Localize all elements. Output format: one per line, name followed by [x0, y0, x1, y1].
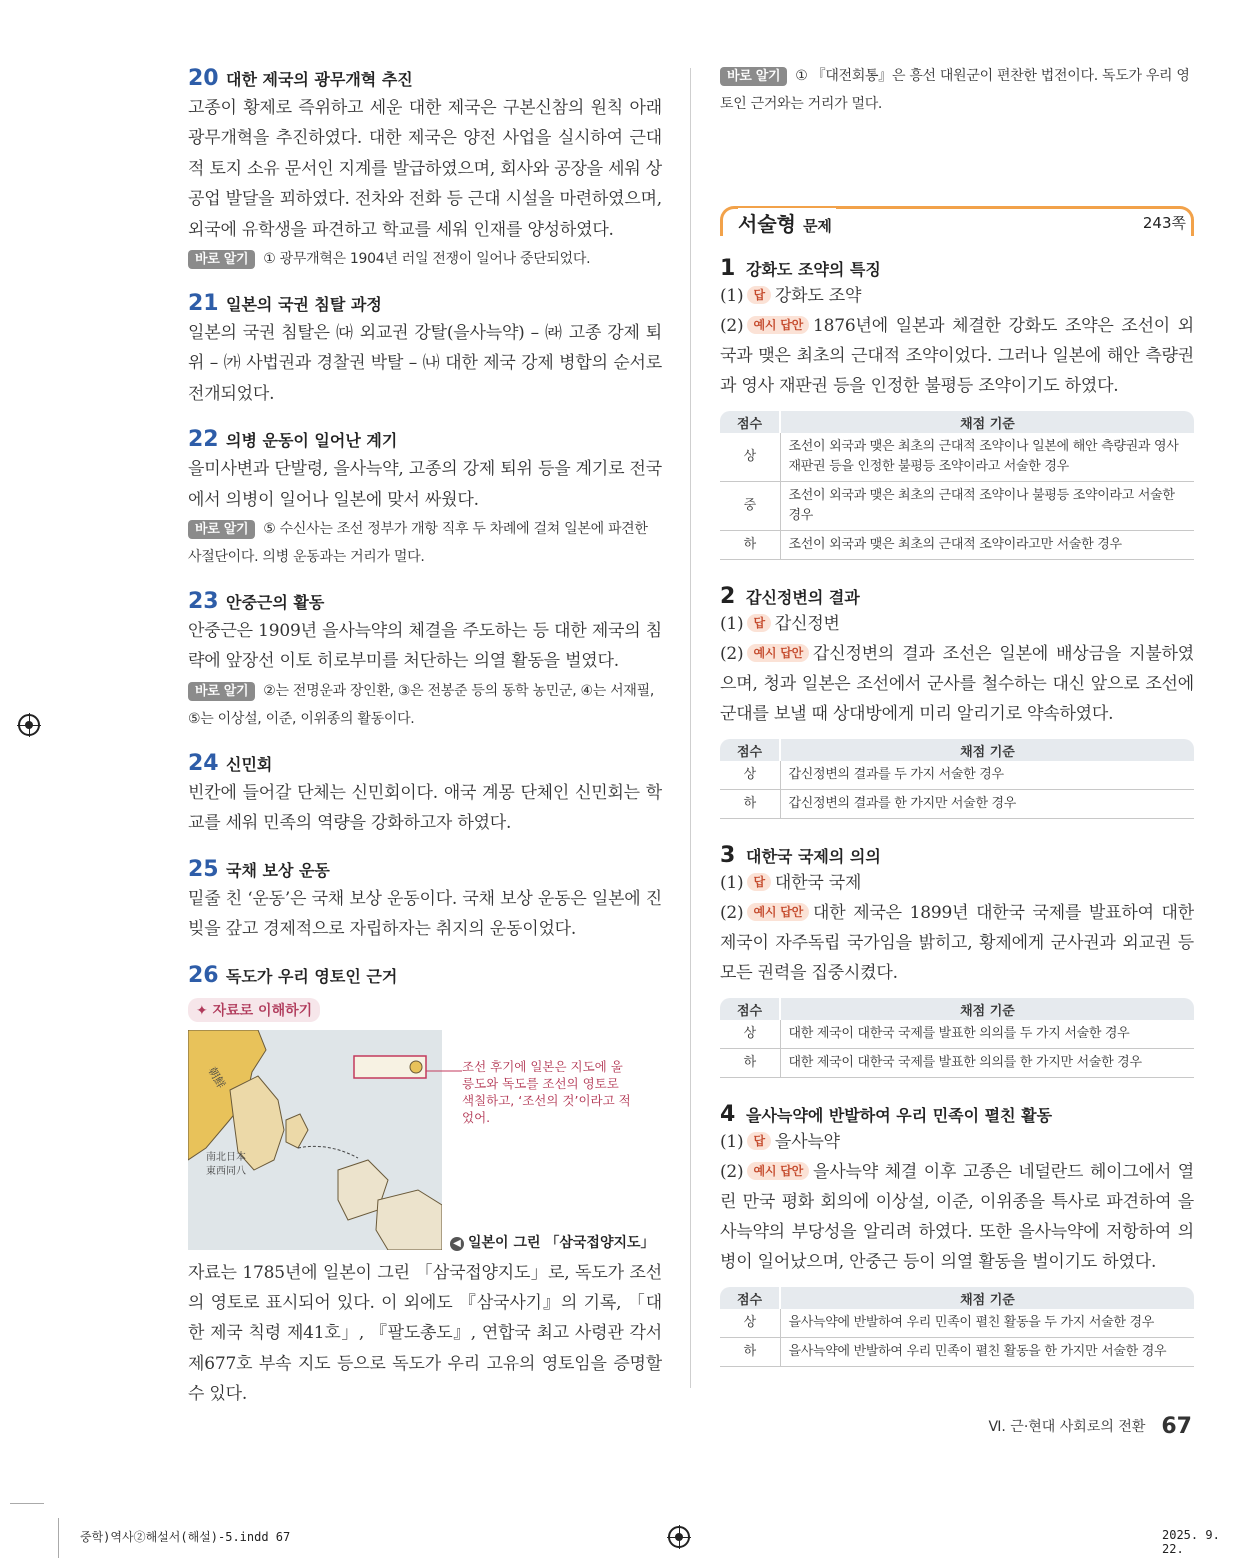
criteria-grade: 하 — [720, 1049, 780, 1078]
example-text: 을사늑약 체결 이후 고종은 네덜란드 헤이그에서 열린 만국 평화 회의에 이상설, 이준, 이위종을 특사로 파견하여 을사늑약의 부당성을 알리려 하였다. 또한 을사늑약에 저항하여 의병이 일어났으며, 안중근 등이 의열 활동을 벌이기도 하였다. — [720, 1162, 1194, 1272]
q20-body: 고종이 황제로 즉위하고 세운 대한 제국은 구본신참의 원칙 아래 광무개혁을 추진하였다. 대한 제국은 양전 사업을 실시하여 근대적 토지 소유 문서인 지계를 발급하였으며, 회사와 공장을 세워 상공업 발달을 꾀하였다. 전차와 전화 등 근대 시설을 마련하였으며, 외국에 유학생을 파견하고 학교를 세워 인재를 양성하였다. — [188, 98, 662, 240]
criteria-row — [720, 1020, 1194, 1049]
crop-mark — [10, 1503, 44, 1504]
essay-example — [720, 898, 1194, 988]
example-tag: 예시 답안 — [747, 903, 809, 921]
q22-note-text: ⑤ 수신사는 조선 정부가 개항 직후 두 차례에 걸쳐 일본에 파견한 사절단이다. 의병 운동과는 거리가 멀다. — [188, 521, 648, 566]
criteria-header: 채점 기준 — [780, 998, 1194, 1020]
essay-title: 을사늑약에 반발하여 우리 민족이 펼친 활동 — [746, 1106, 1053, 1125]
section-title-suffix: 문제 — [802, 217, 832, 235]
criteria-text: 을사늑약에 반발하여 우리 민족이 펼친 활동을 한 가지만 서술한 경우 — [780, 1338, 1194, 1367]
q22-note — [188, 515, 662, 571]
note-badge: 바로 알기 — [188, 682, 255, 701]
q25-heading — [188, 857, 662, 882]
essay-number: 3 — [720, 843, 736, 868]
svg-text:朝鮮: 朝鮮 — [205, 1064, 228, 1091]
scoring-table — [720, 411, 1194, 560]
registration-mark-icon — [668, 1526, 690, 1548]
criteria-grade: 중 — [720, 482, 780, 531]
essay-example — [720, 639, 1194, 729]
score-header: 점수 — [720, 411, 780, 433]
answer-tag: 답 — [747, 286, 770, 304]
sangoku-map-image — [188, 1030, 442, 1250]
essay-example — [720, 1157, 1194, 1277]
answer-prefix: (1) — [720, 1132, 744, 1152]
essay-heading — [720, 584, 1194, 609]
criteria-grade: 하 — [720, 531, 780, 560]
q23-title: 안중근의 활동 — [226, 593, 325, 613]
essay-heading — [720, 843, 1194, 868]
example-prefix: (2) — [720, 644, 744, 664]
q20-number: 20 — [188, 66, 219, 91]
essay-item — [720, 843, 1194, 1078]
q24-title: 신민회 — [226, 754, 273, 774]
q21-body: 일본의 국권 침탈은 ㈐ 외교권 강탈(을사늑약) – ㈑ 고종 강제 퇴위 – ㈎ 사법권과 경찰권 박탈 – ㈏ 대한 제국 강제 병합의 순서로 전개되었다. — [188, 323, 662, 404]
q23-number: 23 — [188, 589, 219, 615]
map-illustration — [188, 1030, 442, 1250]
criteria-grade: 하 — [720, 790, 780, 819]
section-title-main: 서술형 — [738, 212, 796, 236]
svg-text:東西同八: 東西同八 — [206, 1165, 246, 1177]
map-figure — [188, 1030, 662, 1258]
scoring-table — [720, 1287, 1194, 1367]
answer-prefix: (1) — [720, 286, 744, 306]
page-footer — [988, 1414, 1192, 1439]
example-tag: 예시 답안 — [747, 1162, 809, 1180]
q24-body: 빈칸에 들어갈 단체는 신민회이다. 애국 계몽 단체인 신민회는 학교를 세워 민족의 역량을 강화하고자 하였다. — [188, 782, 662, 834]
section-header — [720, 198, 1194, 242]
essay-heading — [720, 256, 1194, 281]
criteria-row — [720, 761, 1194, 790]
example-text: 대한 제국은 1899년 대한국 국제를 발표하여 대한 제국이 자주독립 국가임을 밝히고, 황제에게 군사권과 외교권 등 모든 권력을 집중시켰다. — [720, 903, 1194, 983]
answer-tag: 답 — [747, 873, 770, 891]
q20-note-text: ① 광무개혁은 1904년 러일 전쟁이 일어나 중단되었다. — [263, 251, 591, 268]
q26-number: 26 — [188, 962, 219, 988]
essay-answer — [720, 1127, 1194, 1157]
top-note — [720, 62, 1194, 118]
crop-mark — [58, 1518, 59, 1558]
criteria-header: 채점 기준 — [780, 739, 1194, 761]
q26-heading — [188, 963, 662, 988]
criteria-row — [720, 433, 1194, 482]
criteria-text: 갑신정변의 결과를 한 가지만 서술한 경우 — [780, 790, 1194, 819]
essay-number: 2 — [720, 584, 736, 609]
answer-text: 대한국 국제 — [774, 873, 862, 893]
q23-body: 안중근은 1909년 을사늑약의 체결을 주도하는 등 대한 제국의 침략에 앞장선 이토 히로부미를 처단하는 의열 활동을 벌였다. — [188, 621, 662, 672]
criteria-text: 갑신정변의 결과를 두 가지 서술한 경우 — [780, 761, 1194, 790]
essay-number: 4 — [720, 1102, 736, 1127]
section-page-ref: 243쪽 — [1139, 212, 1186, 233]
q24-number: 24 — [188, 750, 219, 776]
example-text: 갑신정변의 결과 조선은 일본에 배상금을 지불하였으며, 청과 일본은 조선에서 군사를 철수하는 대신 앞으로 조선에 군대를 보낼 때 상대방에게 미리 알리기로 약속하였다. — [720, 644, 1194, 724]
criteria-row — [720, 531, 1194, 560]
figure-caption-text: 일본이 그린 「삼국접양지도」 — [468, 1234, 655, 1251]
q25-body: 밑줄 친 ‘운동’은 국채 보상 운동이다. 국채 보상 운동은 일본에 진 빚을 갚고 경제적으로 자립하자는 취지의 운동이었다. — [188, 888, 662, 940]
essay-item — [720, 584, 1194, 819]
q20-title: 대한 제국의 광무개혁 추진 — [226, 70, 413, 89]
criteria-text: 대한 제국이 대한국 국제를 발표한 의의를 한 가지만 서술한 경우 — [780, 1049, 1194, 1078]
criteria-grade: 상 — [720, 1309, 780, 1338]
essay-answer — [720, 868, 1194, 898]
source-label: ✦ 자료로 이해하기 — [188, 998, 320, 1022]
criteria-text: 을사늑약에 반발하여 우리 민족이 펼친 활동을 두 가지 서술한 경우 — [780, 1309, 1194, 1338]
criteria-row — [720, 482, 1194, 531]
essay-item — [720, 1102, 1194, 1367]
answer-text: 갑신정변 — [774, 614, 840, 634]
criteria-row — [720, 1049, 1194, 1078]
essay-title: 대한국 국제의 의의 — [746, 847, 881, 866]
note-badge: 바로 알기 — [188, 520, 255, 539]
q23-note — [188, 677, 662, 733]
callout-line — [426, 1066, 466, 1076]
scoring-table — [720, 998, 1194, 1078]
answer-text: 을사늑약 — [774, 1132, 840, 1152]
example-tag: 예시 답안 — [747, 644, 809, 662]
right-column — [720, 62, 1194, 1367]
criteria-text: 조선이 외국과 맺은 최초의 근대적 조약이라고만 서술한 경우 — [780, 531, 1194, 560]
answer-tag: 답 — [747, 614, 770, 632]
figure-caption — [450, 1232, 655, 1252]
criteria-header: 채점 기준 — [780, 411, 1194, 433]
q21-number: 21 — [188, 291, 219, 317]
criteria-grade: 하 — [720, 1338, 780, 1367]
slug-date: 2025. 9. 22. — [1162, 1528, 1220, 1556]
q22-number: 22 — [188, 427, 219, 453]
q26-title: 독도가 우리 영토인 근거 — [226, 966, 398, 986]
map-callout: 조선 후기에 일본은 지도에 울릉도와 독도를 조선의 영토로 색칠하고, ‘조선의 것’이라고 적었어. — [462, 1058, 631, 1125]
q20-note — [188, 245, 662, 273]
criteria-grade: 상 — [720, 433, 780, 482]
q24-heading — [188, 751, 662, 776]
criteria-row — [720, 1338, 1194, 1367]
section-title — [738, 208, 836, 237]
left-column — [188, 62, 662, 1410]
score-header: 점수 — [720, 998, 780, 1020]
q21-title: 일본의 국권 침탈 과정 — [226, 295, 382, 315]
note-badge: 바로 알기 — [720, 67, 787, 86]
page-number: 67 — [1161, 1414, 1192, 1439]
essay-answer — [720, 609, 1194, 639]
registration-mark-icon — [18, 714, 40, 736]
essay-title: 강화도 조약의 특징 — [746, 260, 881, 279]
criteria-text: 조선이 외국과 맺은 최초의 근대적 조약이나 불평등 조약이라고 서술한 경우 — [780, 482, 1194, 531]
answer-text: 강화도 조약 — [774, 286, 862, 306]
q25-number: 25 — [188, 856, 219, 882]
chapter-label: Ⅵ. 근·현대 사회로의 전환 — [988, 1419, 1146, 1435]
criteria-grade: 상 — [720, 1020, 780, 1049]
example-tag: 예시 답안 — [747, 316, 809, 334]
svg-text:南北日本: 南北日本 — [206, 1151, 246, 1163]
top-note-text: ① 『대전회통』은 흥선 대원군이 편찬한 법전이다. 독도가 우리 영토인 근거와는 거리가 멀다. — [720, 68, 1190, 112]
q26-body: 자료는 1785년에 일본이 그린 「삼국접양지도」로, 독도가 조선의 영토로 표시되어 있다. 이 외에도 『삼국사기』의 기록, 「대한 제국 칙령 제41호」, 『팔도총도』, 연합국 최고 사령관 각서 제677호 부속 지도 등으로 독도가 우리 고유의 영토임을 증명할 수 있다. — [188, 1262, 662, 1405]
essay-items — [720, 256, 1194, 1367]
slug-file: 중학)역사②해설서(해설)-5.indd 67 — [80, 1530, 291, 1544]
q23-note-text: ②는 전명운과 장인환, ③은 전봉준 등의 동학 농민군, ④는 서재필, ⑤는 이상설, 이준, 이위종의 활동이다. — [188, 682, 654, 727]
scoring-table — [720, 739, 1194, 819]
essay-title: 갑신정변의 결과 — [746, 588, 860, 607]
q22-body: 을미사변과 단발령, 을사늑약, 고종의 강제 퇴위 등을 계기로 전국에서 의병이 일어나 일본에 맞서 싸웠다. — [188, 459, 662, 510]
essay-example — [720, 311, 1194, 401]
essay-number: 1 — [720, 256, 736, 281]
essay-answer — [720, 281, 1194, 311]
example-prefix: (2) — [720, 316, 744, 336]
score-header: 점수 — [720, 739, 780, 761]
q23-heading — [188, 589, 662, 614]
q20-heading — [188, 66, 662, 91]
essay-item — [720, 256, 1194, 560]
note-badge: 바로 알기 — [188, 250, 255, 269]
criteria-text: 조선이 외국과 맺은 최초의 근대적 조약이나 일본에 해안 측량권과 영사 재판권 등을 인정한 불평등 조약이라고 서술한 경우 — [780, 433, 1194, 482]
criteria-header: 채점 기준 — [780, 1287, 1194, 1309]
answer-prefix: (1) — [720, 873, 744, 893]
q25-title: 국채 보상 운동 — [226, 860, 330, 880]
caption-arrow-icon: ◀ — [450, 1237, 464, 1251]
example-prefix: (2) — [720, 903, 744, 923]
criteria-row — [720, 790, 1194, 819]
column-divider — [690, 68, 691, 1388]
criteria-text: 대한 제국이 대한국 국제를 발표한 의의를 두 가지 서술한 경우 — [780, 1020, 1194, 1049]
essay-heading — [720, 1102, 1194, 1127]
example-text: 1876년에 일본과 체결한 강화도 조약은 조선이 외국과 맺은 최초의 근대적 조약이었다. 그러나 일본에 해안 측량권과 영사 재판권 등을 인정한 불평등 조약이기도 하였다. — [720, 316, 1194, 396]
answer-tag: 답 — [747, 1132, 770, 1150]
criteria-row — [720, 1309, 1194, 1338]
criteria-grade: 상 — [720, 761, 780, 790]
q21-heading — [188, 291, 662, 316]
example-prefix: (2) — [720, 1162, 744, 1182]
q22-title: 의병 운동이 일어난 계기 — [226, 431, 398, 451]
answer-prefix: (1) — [720, 614, 744, 634]
q22-heading — [188, 427, 662, 452]
score-header: 점수 — [720, 1287, 780, 1309]
